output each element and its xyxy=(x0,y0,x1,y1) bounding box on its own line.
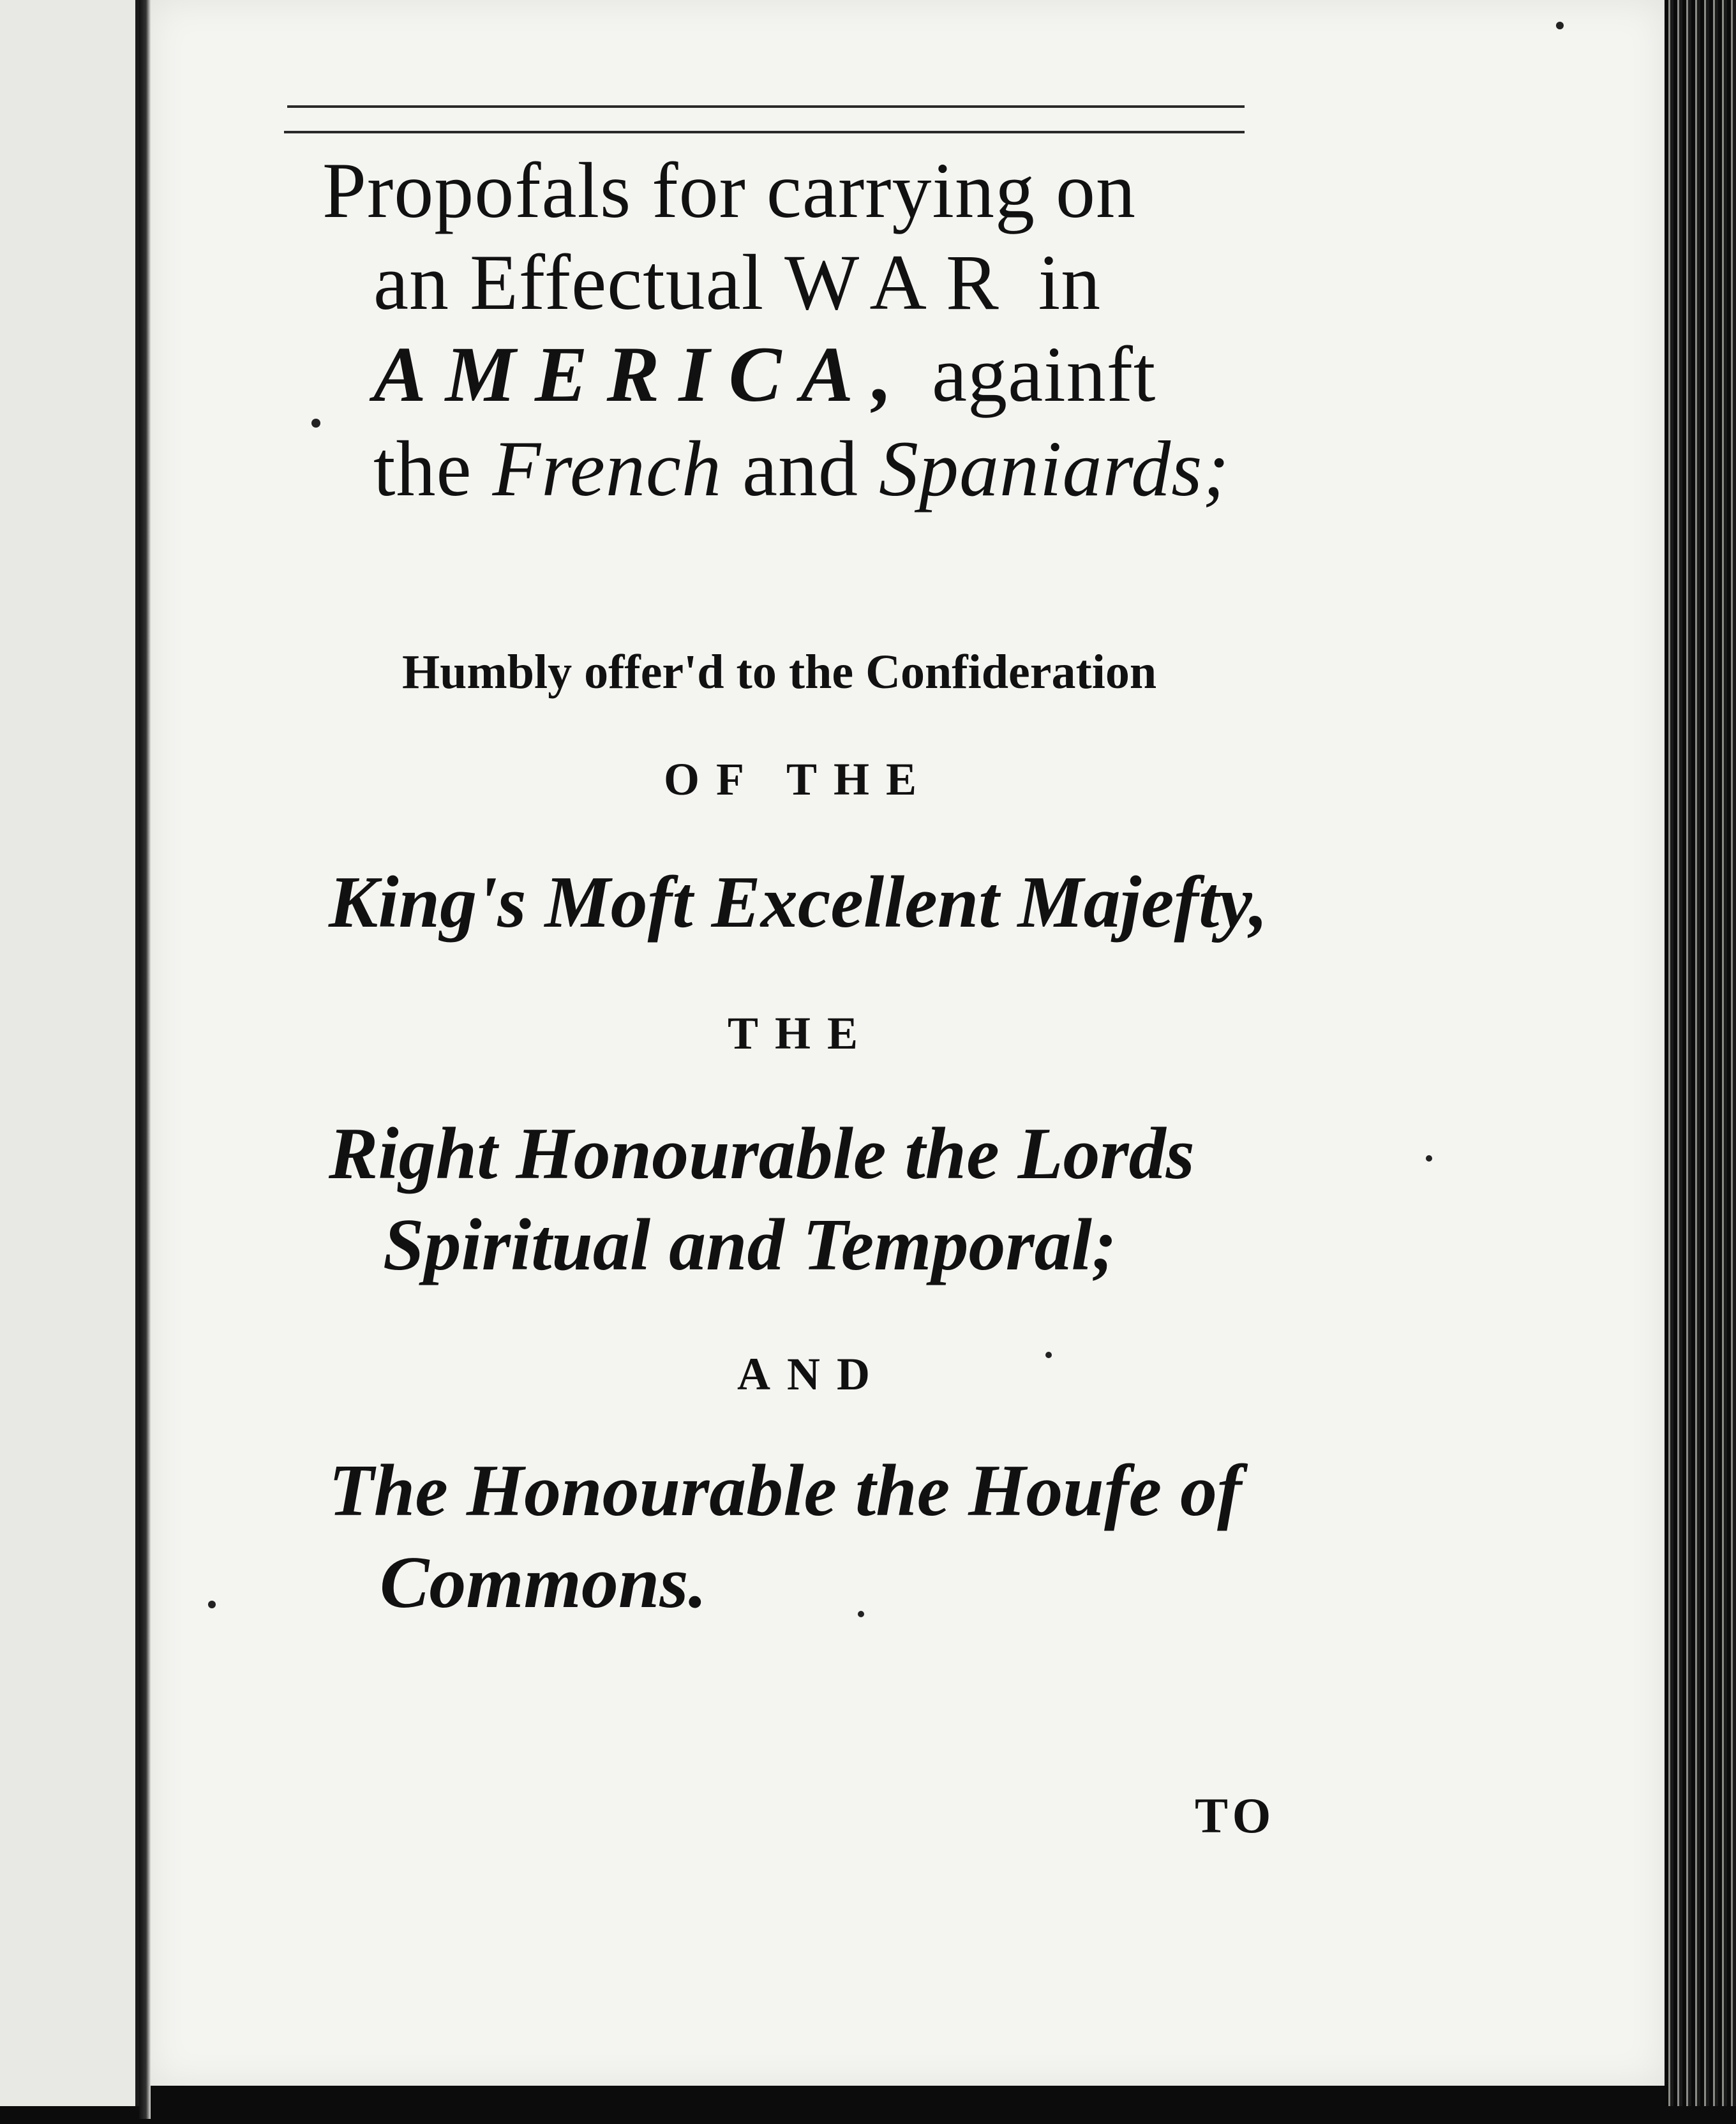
title-line-4 xyxy=(373,424,1736,514)
commons-line-1: The Honourable the Houfe of xyxy=(329,1450,1242,1532)
title-line-4-a: the xyxy=(373,425,472,512)
of-the-line: OF THE xyxy=(664,754,934,805)
humbly-offered-line: Humbly offer'd to the Confideration xyxy=(402,645,1157,699)
facing-page-edge xyxy=(0,0,139,2106)
title-line-2-c: in xyxy=(1038,239,1102,326)
title-line-1 xyxy=(322,146,1736,236)
lords-line-1: Right Honourable the Lords xyxy=(329,1113,1195,1195)
title-line-3 xyxy=(373,329,1736,420)
title-line-1-text: Propofals for carrying on xyxy=(322,147,1136,234)
commons-line-2: Commons. xyxy=(380,1542,707,1624)
title-spaniards: Spaniards; xyxy=(879,425,1230,512)
title-war: WAR xyxy=(784,239,1018,326)
top-rule-2 xyxy=(284,131,1245,133)
title-against: againft xyxy=(932,331,1156,418)
lords-line-2: Spiritual and Temporal; xyxy=(383,1204,1117,1286)
ink-speck xyxy=(1426,1155,1432,1162)
title-line-4-c: and xyxy=(742,425,859,512)
ink-speck xyxy=(208,1601,216,1608)
ink-speck xyxy=(858,1611,864,1617)
ink-speck xyxy=(311,419,320,428)
catchword: TO xyxy=(1195,1788,1276,1843)
king-line: King's Moft Excellent Majefty, xyxy=(329,862,1268,943)
title-line-2 xyxy=(373,237,1736,328)
title-america: AMERICA, xyxy=(373,331,912,418)
title-line-2-a: an Effectual xyxy=(373,239,765,326)
the-line: THE xyxy=(728,1008,875,1059)
book-gutter xyxy=(139,0,151,2119)
top-rule xyxy=(287,105,1245,108)
ink-speck xyxy=(1556,22,1564,29)
ink-speck xyxy=(1045,1352,1052,1358)
title-french: French xyxy=(492,425,722,512)
and-line: AND xyxy=(737,1349,887,1400)
